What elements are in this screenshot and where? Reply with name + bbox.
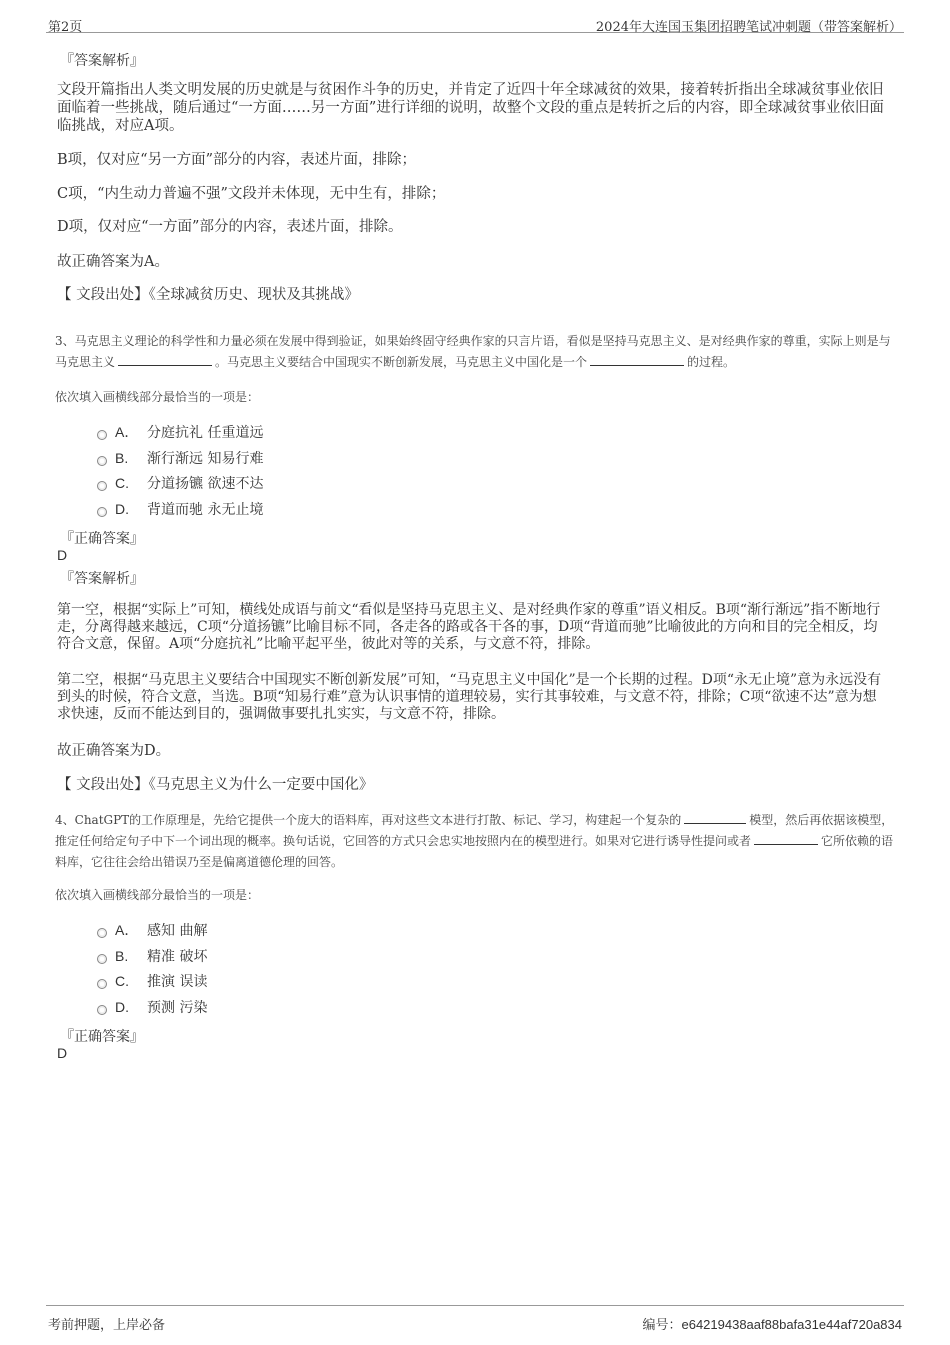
q3-blank-2	[590, 353, 684, 366]
document-title: 2024年大连国玉集团招聘笔试冲刺题（带答案解析）	[595, 20, 902, 35]
q3-source: 【 文段出处】《马克思主义为什么一定要中国化》	[57, 777, 374, 793]
radio-icon[interactable]	[97, 979, 107, 989]
footer-slogan: 考前押题，上岸必备	[48, 1318, 166, 1333]
q4-stem: 4、ChatGPT的工作原理是，先给它提供一个庞大的语料库，再对这些文本进行打散、标记、学习，构建起一个复杂的 模型，然后再依据该模型，推定任何给定句子中下一个词出现的概率。换句话说，它回答的方式只会忠实地按照内在的模型进行。如果对它进行诱导性提问或者 它所依赖的语料库，它往往会给出错误乃至是偏离道德伦理的回答。	[55, 813, 894, 869]
q4-option-d[interactable]: D. 预测 污染	[97, 997, 207, 1017]
q4-option-a[interactable]: A． 感知 曲解	[97, 920, 207, 940]
footer-code: 编号：e64219438aaf88bafa31e44af720a834	[642, 1317, 902, 1332]
q3-analysis-paragraph-1: 第一空，根据“实际上”可知，横线处成语与前文“看似是坚持马克思主义、是对经典作家的尊重”语义相反。B项“渐行渐远”指不断地行走，分离得越来越远，C项“分道扬镳”比喻目标不同，各走各的路或各干各的事，D项“背道而驰”比喻彼此的方向和目的完全相反，均符合文意，保留。A项“分庭抗礼”比喻平起平坐，彼此对等的关系，与文意不符，排除。	[57, 602, 881, 652]
q2-analysis-paragraph-1: 文段开篇指出人类文明发展的历史就是与贫困作斗争的历史，并肯定了近四十年全球减贫的效果，接着转折指出全球减贫事业依旧面临着一些挑战，随后通过“一方面……另一方面”进行详细的说明，故整个文段的重点是转折之后的内容，即全球减贫事业依旧面临挑战，对应A项。	[57, 82, 884, 134]
q3-option-b[interactable]: B. 渐行渐远 知易行难	[97, 448, 263, 468]
radio-icon[interactable]	[97, 928, 107, 938]
q4-answer: D	[57, 1045, 68, 1061]
q3-analysis-conclusion: 故正确答案为D。	[57, 743, 171, 759]
q4-blank-2	[754, 832, 818, 845]
radio-icon[interactable]	[97, 1005, 107, 1015]
q3-blank-1	[118, 353, 212, 366]
q4-option-c[interactable]: C. 推演 误读	[97, 971, 207, 991]
q3-option-c[interactable]: C. 分道扬镳 欲速不达	[97, 473, 263, 493]
q3-stem: 3、马克思主义理论的科学性和力量必须在发展中得到验证，如果始终固守经典作家的只言片语，看似是坚持马克思主义、是对经典作家的尊重，实际上则是与马克思主义 。马克思主义要结合中国现实不断创新发展，马克思主义中国化是一个 的过程。	[55, 334, 891, 369]
q3-prompt: 依次填入画横线部分最恰当的一项是：	[55, 390, 260, 404]
q4-prompt: 依次填入画横线部分最恰当的一项是：	[55, 888, 260, 902]
q2-analysis-label: 『答案解析』	[60, 53, 144, 69]
q4-option-b[interactable]: B. 精准 破坏	[97, 946, 207, 966]
q3-analysis-label: 『答案解析』	[60, 571, 144, 587]
q2-analysis-paragraph-4: D项，仅对应“一方面”部分的内容，表述片面，排除。	[57, 219, 403, 235]
q2-analysis-paragraph-3: C项，“内生动力普遍不强”文段并未体现，无中生有，排除；	[57, 186, 446, 202]
page-number: 第2页	[48, 20, 83, 35]
q4-correct-label: 『正确答案』	[60, 1029, 144, 1045]
radio-icon[interactable]	[97, 481, 107, 491]
q3-option-a[interactable]: A． 分庭抗礼 任重道远	[97, 422, 263, 442]
q3-correct-label: 『正确答案』	[60, 531, 144, 547]
page-footer	[46, 1305, 904, 1333]
radio-icon[interactable]	[97, 456, 107, 466]
q3-analysis-paragraph-2: 第二空，根据“马克思主义要结合中国现实不断创新发展”可知，“马克思主义中国化”是一个长期的过程。D项“永无止境”意为永远没有到头的时候，符合文意，当选。B项“知易行难”意为认识事情的道理较易，实行其事较难，与文意不符，排除；C项“欲速不达”意为想求快速，反而不能达到目的，强调做事要扎扎实实，与文意不符，排除。	[57, 672, 882, 722]
q4-blank-1	[684, 811, 746, 824]
q3-option-d[interactable]: D. 背道而驰 永无止境	[97, 499, 263, 519]
q2-analysis-paragraph-2: B项，仅对应“另一方面”部分的内容，表述片面，排除；	[57, 152, 416, 168]
radio-icon[interactable]	[97, 507, 107, 517]
q3-answer: D	[57, 547, 68, 563]
page-header	[46, 14, 904, 33]
radio-icon[interactable]	[97, 954, 107, 964]
q2-analysis-conclusion: 故正确答案为A。	[57, 254, 169, 270]
radio-icon[interactable]	[97, 430, 107, 440]
q2-source: 【 文段出处】《全球减贫历史、现状及其挑战》	[57, 287, 359, 303]
